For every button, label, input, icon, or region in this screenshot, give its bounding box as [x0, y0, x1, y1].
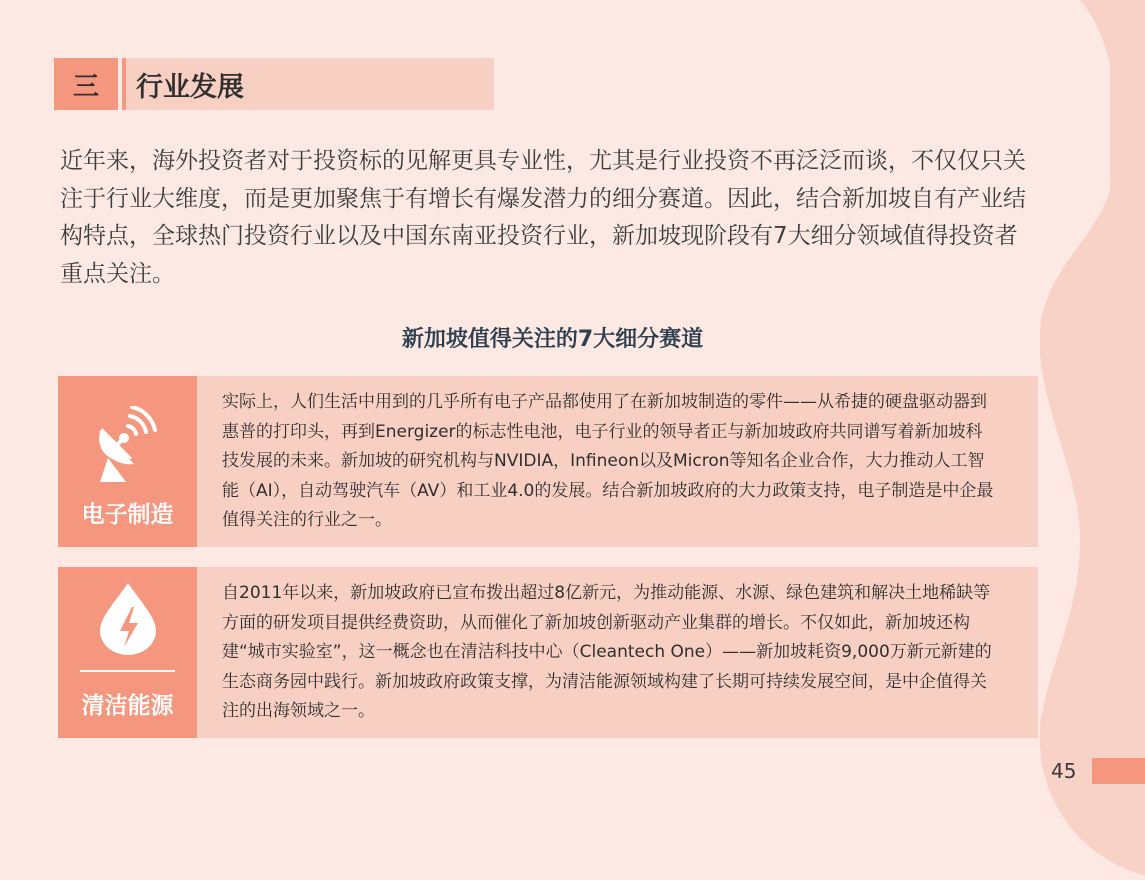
sector-label: 电子制造 — [81, 502, 174, 528]
sector-icon-panel — [58, 376, 197, 547]
energy-drop-icon — [96, 581, 160, 657]
sector-card-electronics — [58, 376, 1038, 547]
subsection-title: 新加坡值得关注的7大细分赛道 — [401, 327, 704, 352]
page-number-bar — [1092, 758, 1145, 784]
page-number: 45 — [1051, 759, 1077, 783]
icon-divider — [80, 670, 175, 672]
sector-card-clean-energy — [58, 567, 1038, 738]
section-number: 三 — [54, 58, 118, 110]
intro-paragraph: 近年来，海外投资者对于投资标的见解更具专业性，尤其是行业投资不再泛泛而谈，不仅仅只关注于行业大维度，而是更加聚焦于有增长有爆发潜力的细分赛道。因此，结合新加坡自有产业结构特点，全球热门投资行业以及中国东南亚投资行业，新加坡现阶段有7大细分领域值得投资者重点关注。 — [60, 148, 1026, 287]
sector-icon-panel — [58, 567, 197, 738]
section-title: 行业发展 — [126, 58, 494, 110]
satellite-dish-icon — [94, 406, 164, 486]
section-header — [54, 58, 494, 110]
sector-description: 自2011年以来，新加坡政府已宣布拨出超过8亿新元，为推动能源、水源、绿色建筑和解决土地稀缺等方面的研发项目提供经费资助，从而催化了新加坡创新驱动产业集群的增长。不仅如此，新加坡还构建“城市实验室”，这一概念也在清洁科技中心（Cleantech One）——新加坡耗资9,000万新元新建的生态商务园中践行。新加坡政府政策支撑，为清洁能源领域构建了长期可持续发展空间，是中企值得关注的出海领域之一。 — [197, 567, 1038, 738]
sector-description: 实际上，人们生活中用到的几乎所有电子产品都使用了在新加坡制造的零件——从希捷的硬盘驱动器到惠普的打印头，再到Energizer的标志性电池，电子行业的领导者正与新加坡政府共同谱写着新加坡科技发展的未来。新加坡的研究机构与NVIDIA，Infineon以及Micron等知名企业合作，大力推动人工智能（AI），自动驾驶汽车（AV）和工业4.0的发展。结合新加坡政府的大力政策支持，电子制造是中企最值得关注的行业之一。 — [197, 376, 1038, 547]
sector-label: 清洁能源 — [81, 693, 174, 719]
